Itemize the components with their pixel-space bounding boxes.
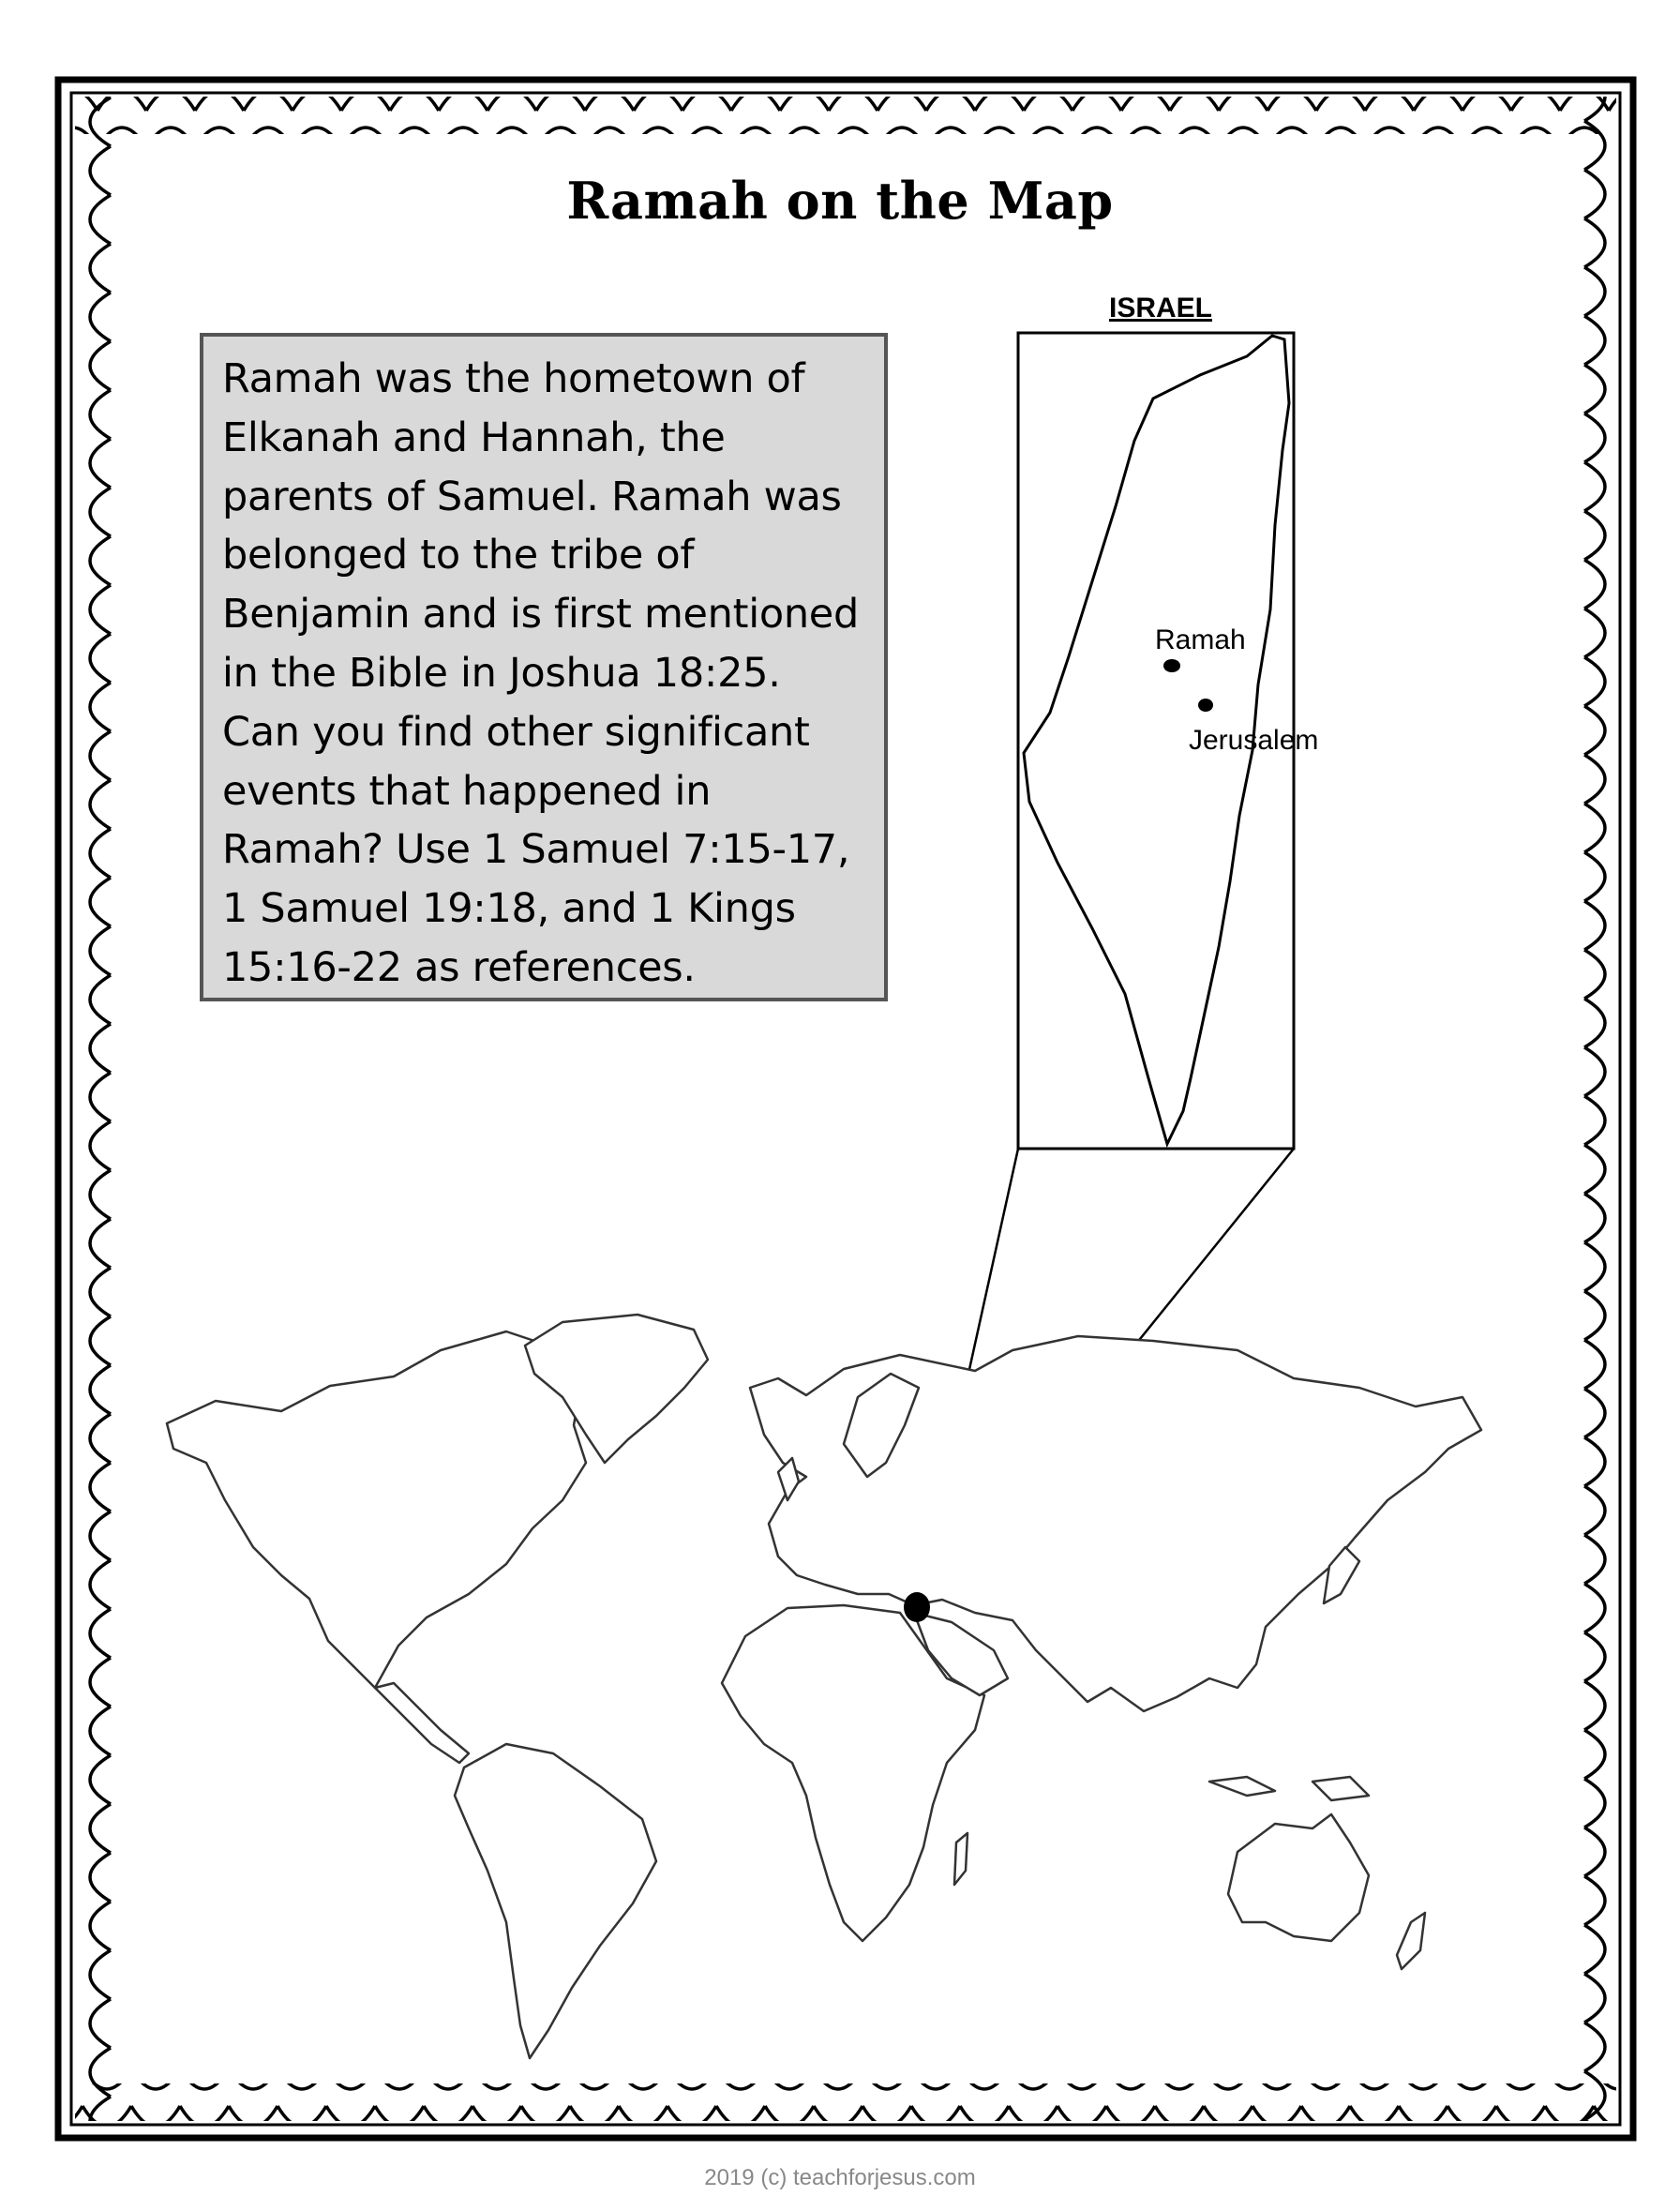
new-guinea: [1312, 1777, 1369, 1800]
copyright-footer: 2019 (c) teachforjesus.com: [704, 2165, 976, 2190]
page-title: Ramah on the Map: [566, 171, 1114, 231]
australia: [1228, 1814, 1369, 1941]
israel-marker: [904, 1592, 930, 1622]
world-map: [167, 1315, 1481, 2058]
south-america: [455, 1744, 656, 2058]
madagascar: [954, 1833, 968, 1885]
info-text: Ramah was the hometown of Elkanah and Hannah, the parents of Samuel. Ramah was belonged to the tribe of Benjamin and is first mentioned in the Bible in Joshua 18:25. Can you find other significant events that happened in Ramah? Use 1 Samuel 7:15-17, 1 Samuel 19:18, and 1 Kings 15:16-22 as references.: [222, 355, 859, 991]
inset-map-heading: ISRAEL: [1108, 293, 1212, 323]
ramah-dot: [1163, 659, 1180, 672]
jerusalem-dot: [1198, 699, 1213, 712]
new-zealand: [1397, 1913, 1425, 1969]
central-america: [375, 1683, 469, 1763]
jerusalem-label: Jerusalem: [1189, 725, 1319, 756]
north-america: [167, 1331, 586, 1688]
ramah-label: Ramah: [1155, 624, 1246, 655]
indonesia: [1209, 1777, 1275, 1796]
info-box: [200, 333, 888, 1001]
